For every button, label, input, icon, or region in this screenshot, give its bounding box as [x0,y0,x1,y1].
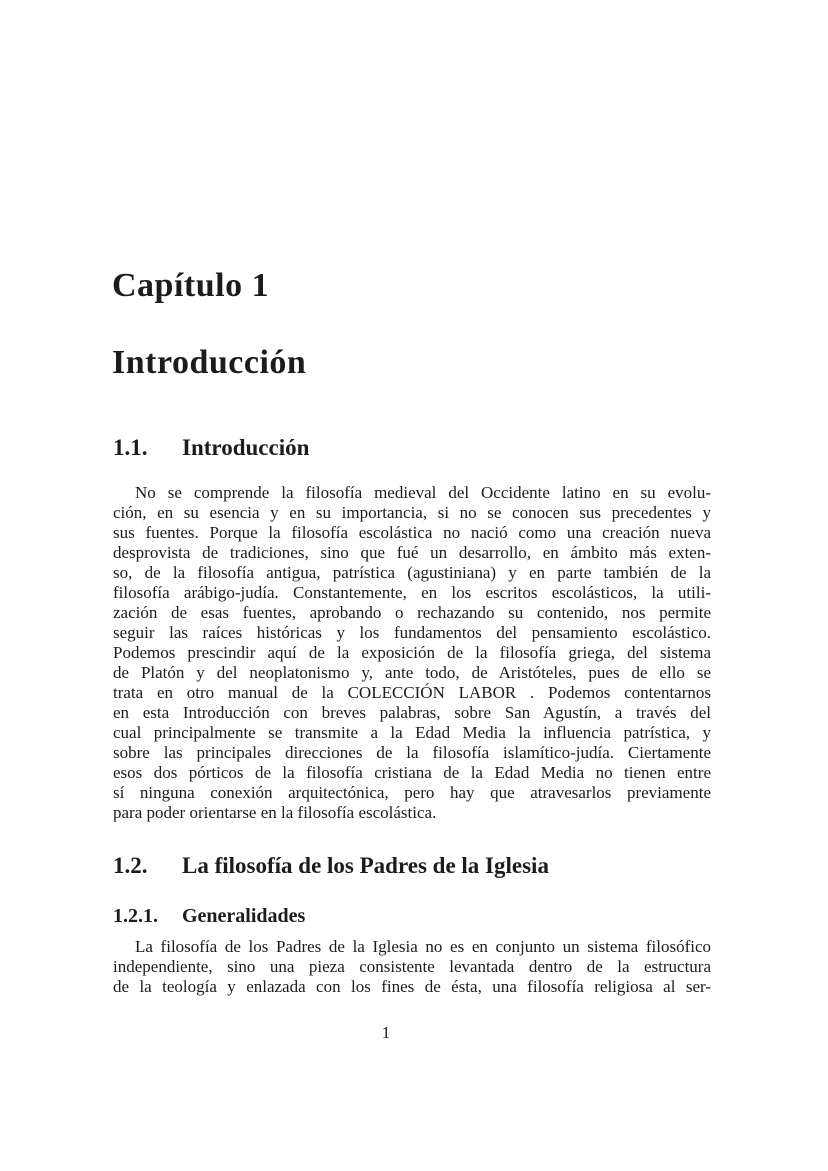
subsection-heading-1-2-1 [113,905,305,928]
text-line: ción, en su esencia y en su importancia, si no se conocen sus precedentes y [113,503,711,522]
body-paragraph [113,483,711,823]
subsection-number: 1.2.1. [113,905,158,927]
text-line: zación de esas fuentes, aprobando o rechazando su contenido, nos permite [113,603,711,622]
section-number: 1.2. [113,853,148,878]
section-title: La filosofía de los Padres de la Iglesia [182,853,549,878]
text-line: No se comprende la filosofía medieval del Occidente latino en su evolu- [135,483,711,502]
text-line: trata en otro manual de la COLECCIÓN LABOR . Podemos contentarnos [113,683,711,702]
text-line: de Platón y del neoplatonismo y, ante todo, de Aristóteles, pues de ello se [113,663,711,682]
text-line: sí ninguna conexión arquitectónica, pero hay que atravesarlos previamente [113,783,711,802]
text-line: en esta Introducción con breves palabras, sobre San Agustín, a través del [113,703,711,722]
text-line: Podemos prescindir aquí de la exposición de la filosofía griega, del sistema [113,643,711,662]
chapter-number-heading: Capítulo 1 [112,267,270,304]
text-line: La filosofía de los Padres de la Iglesia no es en conjunto un sistema filosófico [135,937,711,956]
section-heading-1-1 [113,435,309,461]
text-line: para poder orientarse en la filosofía escolástica. [113,803,437,822]
section-heading-1-2 [113,853,549,879]
text-line: so, de la filosofía antigua, patrística (agustiniana) y en parte también de la [113,563,711,582]
chapter-title-heading: Introducción [112,344,307,381]
section-title: Introducción [182,435,310,460]
text-line: sobre las principales direcciones de la filosofía islamítico-judía. Ciertamente [113,743,711,762]
text-line: sus fuentes. Porque la filosofía escolástica no nació como una creación nueva [113,523,711,542]
section-number: 1.1. [113,435,148,460]
text-line: de la teología y enlazada con los fines de ésta, una filosofía religiosa al ser- [113,977,711,996]
subsection-title: Generalidades [182,905,306,927]
page-number: 1 [381,1023,391,1042]
body-paragraph [113,937,711,997]
text-line: esos dos pórticos de la filosofía cristiana de la Edad Media no tienen entre [113,763,711,782]
text-line: cual principalmente se transmite a la Edad Media la influencia patrística, y [113,723,711,742]
text-line: independiente, sino una pieza consistente levantada dentro de la estructura [113,957,711,976]
text-line: seguir las raíces históricas y los fundamentos del pensamiento escolástico. [113,623,711,642]
text-line: filosofía arábigo-judía. Constantemente, en los escritos escolásticos, la utili- [113,583,711,602]
text-line: desprovista de tradiciones, sino que fué un desarrollo, en ámbito más exten- [113,543,711,562]
